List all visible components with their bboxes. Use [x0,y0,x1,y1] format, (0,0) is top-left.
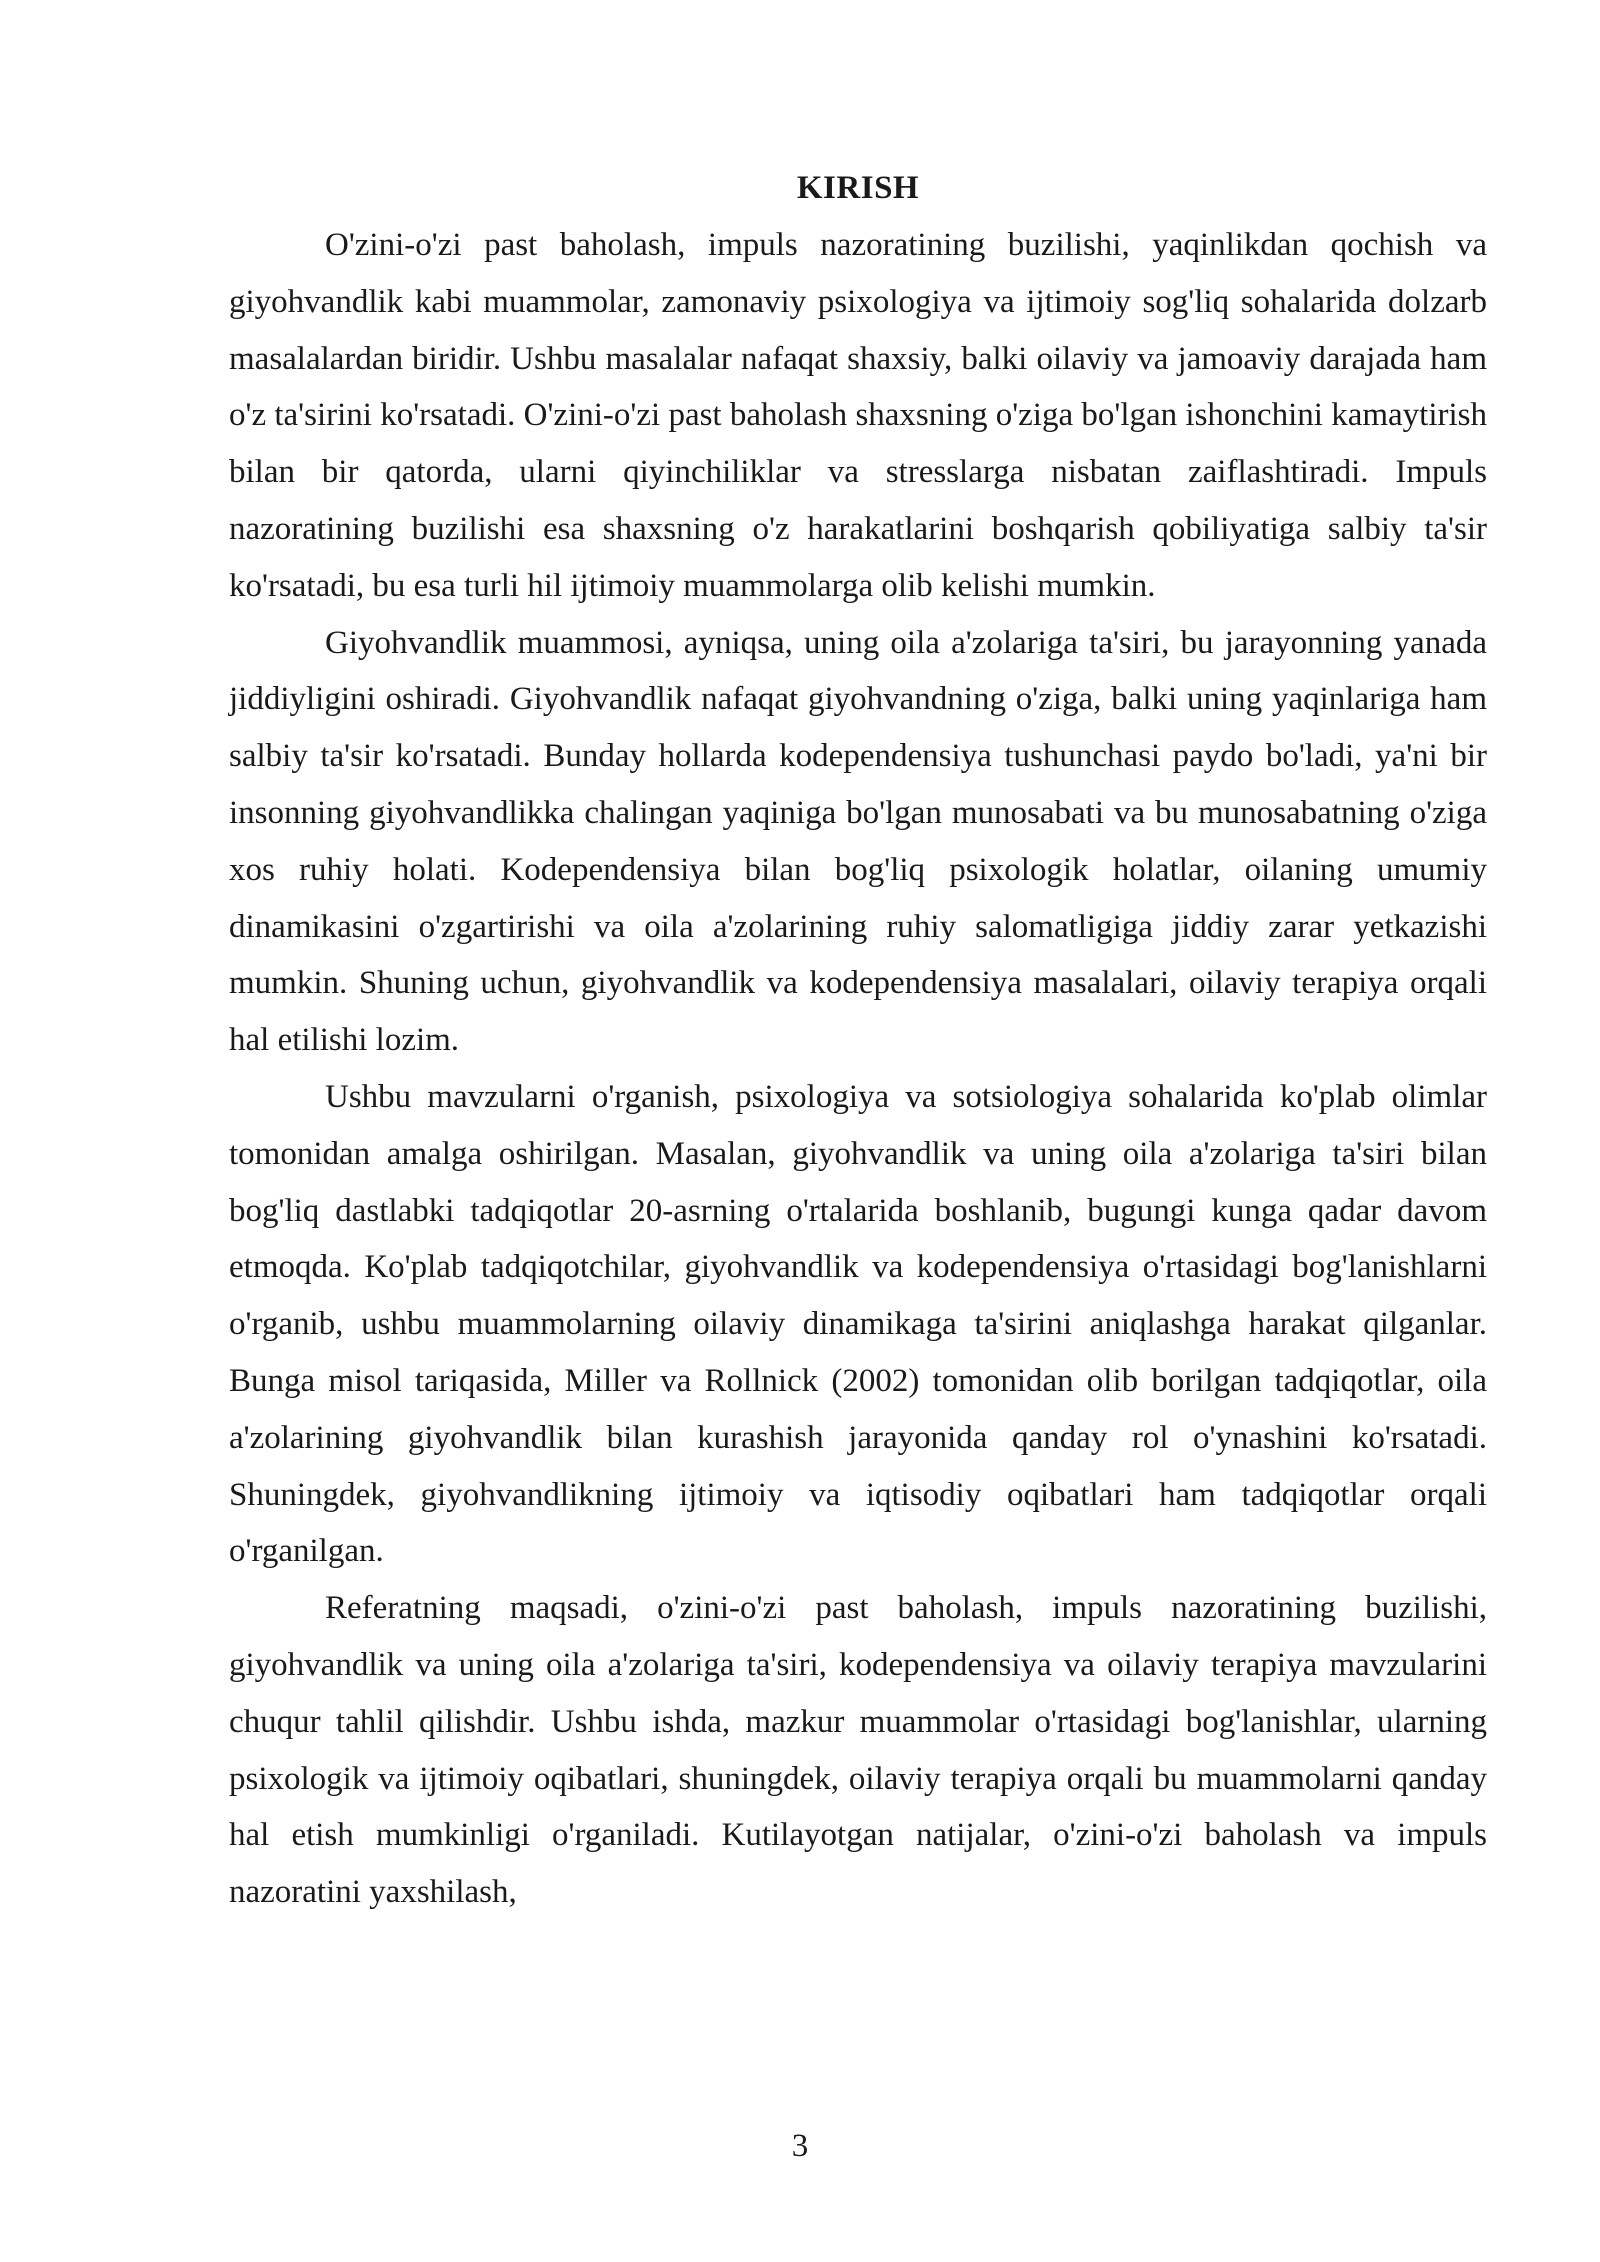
section-title: KIRISH [796,170,920,206]
page-content [229,160,1487,1921]
paragraph-3: Ushbu mavzularni o'rganish, psixologiya va sotsiologiya sohalarida ko'plab olimlar tomonidan amalga oshirilgan. Masalan, giyohvandlik va uning oila a'zolariga ta'siri bilan bog'liq dastlabki tadqiqotlar 20-asrning o'rtalarida boshlanib, bugungi kunga qadar davom etmoqda. Ko'plab tadqiqotchilar, giyohvandlik va kodependensiya o'rtasidagi bog'lanishlarni o'rganib, ushbu muammolarning oilaviy dinamikaga ta'sirini aniqlashga harakat qilganlar. Bunga misol tariqasida, Miller va Rollnick (2002) tomonidan olib borilgan tadqiqotlar, oila a'zolarining giyohvandlik bilan kurashish jarayonida qanday rol o'ynashini ko'rsatadi. Shuningdek, giyohvandlikning ijtimoiy va iqtisodiy oqibatlari ham tadqiqotlar orqali o'rganilgan. [229,1078,1487,1570]
paragraph-1: O'zini-o'zi past baholash, impuls nazoratining buzilishi, yaqinlikdan qochish va giyohvandlik kabi muammolar, zamonaviy psixologiya va ijtimoiy sog'liq sohalarida dolzarb masalalardan biridir. Ushbu masalalar nafaqat shaxsiy, balki oilaviy va jamoaviy darajada ham o'z ta'sirini ko'rsatadi. O'zini-o'zi past baholash shaxsning o'ziga bo'lgan ishonchini kamaytirish bilan bir qatorda, ularni qiyinchiliklar va stresslarga nisbatan zaiflashtiradi. Impuls nazoratining buzilishi esa shaxsning o'z harakatlarini boshqarish qobiliyatiga salbiy ta'sir ko'rsatadi, bu esa turli hil ijtimoiy muammolarga olib kelishi mumkin. [229,227,1487,604]
page-number: 3 [791,2128,809,2164]
paragraph-4: Referatning maqsadi, o'zini-o'zi past baholash, impuls nazoratining buzilishi, giyohvandlik va uning oila a'zolariga ta'siri, kodependensiya va oilaviy terapiya mavzularini chuqur tahlil qilishdir. Ushbu ishda, mazkur muammolar o'rtasidagi bog'lanishlar, ularning psixologik va ijtimoiy oqibatlari, shuningdek, oilaviy terapiya orqali bu muammolarni qanday hal etish mumkinligi o'rganiladi. Kutilayotgan natijalar, o'zini-o'zi baholash va impuls nazoratini yaxshilash, [229,1590,1487,1911]
paragraph-2: Giyohvandlik muammosi, ayniqsa, uning oila a'zolariga ta'siri, bu jarayonning yanada jiddiyligini oshiradi. Giyohvandlik nafaqat giyohvandning o'ziga, balki uning yaqinlariga ham salbiy ta'sir ko'rsatadi. Bunday hollarda kodependensiya tushunchasi paydo bo'ladi, ya'ni bir insonning giyohvandlikka chalingan yaqiniga bo'lgan munosabati va bu munosabatning o'ziga xos ruhiy holati. Kodependensiya bilan bog'liq psixologik holatlar, oilaning umumiy dinamikasini o'zgartirishi va oila a'zolarining ruhiy salomatligiga jiddiy zarar yetkazishi mumkin. Shuning uchun, giyohvandlik va kodependensiya masalalari, oilaviy terapiya orqali hal etilishi lozim. [229,624,1487,1059]
